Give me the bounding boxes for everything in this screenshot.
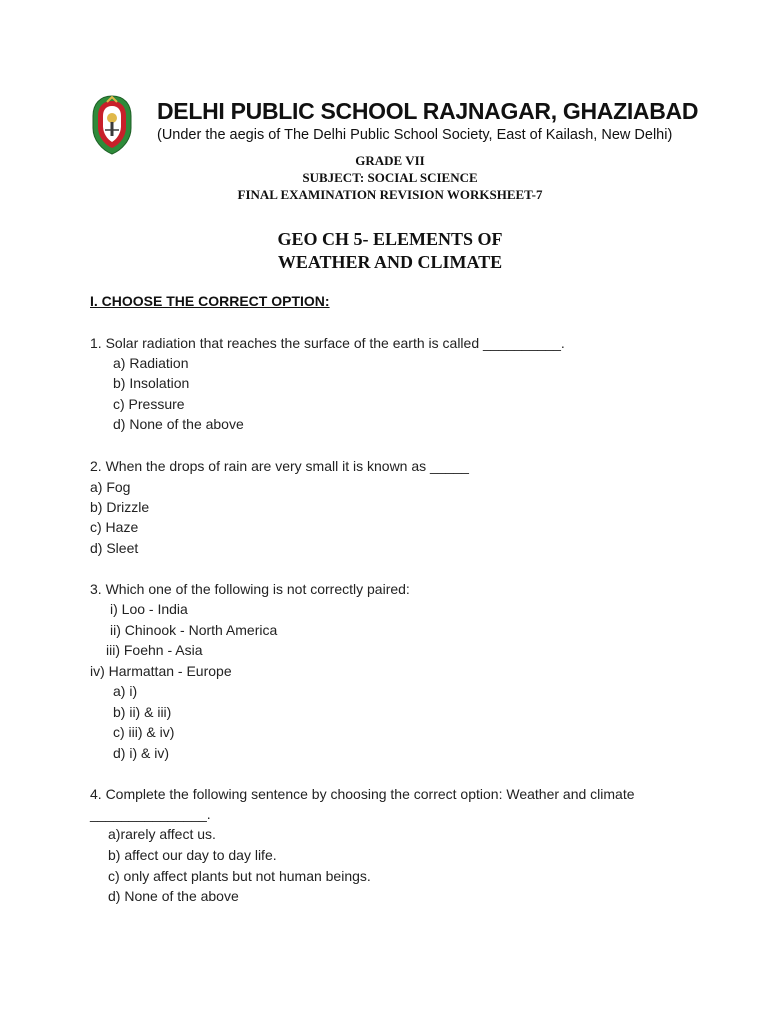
question-1-option-b: b) Insolation <box>113 375 190 391</box>
question-3-pair-1: i) Loo - India <box>110 601 188 617</box>
school-subtitle: (Under the aegis of The Delhi Public School Society, East of Kailash, New Delhi) <box>157 127 673 143</box>
question-4-option-d: d) None of the above <box>108 888 239 904</box>
question-4-option-a: a)rarely affect us. <box>108 826 216 842</box>
question-2-option-b: b) Drizzle <box>90 499 150 515</box>
question-4-option-b: b) affect our day to day life. <box>108 847 277 863</box>
grade-label: GRADE VII <box>355 153 425 168</box>
question-2-option-a: a) Fog <box>90 479 131 495</box>
question-2-option-c: c) Haze <box>90 519 139 535</box>
question-1-option-a: a) Radiation <box>113 355 189 371</box>
question-1-option-d: d) None of the above <box>113 416 244 432</box>
question-1-option-c: c) Pressure <box>113 396 185 412</box>
school-logo-icon <box>90 94 134 156</box>
question-3-option-d: d) i) & iv) <box>113 745 169 761</box>
question-2-text: 2. When the drops of rain are very small it is known as _____ <box>90 458 469 474</box>
chapter-title-line-2: WEATHER AND CLIMATE <box>277 252 503 272</box>
question-2-option-d: d) Sleet <box>90 540 139 556</box>
worksheet-label: FINAL EXAMINATION REVISION WORKSHEET-7 <box>237 187 543 202</box>
section-heading: I. CHOOSE THE CORRECT OPTION: <box>90 293 330 309</box>
question-3-option-a: a) i) <box>113 683 138 699</box>
chapter-title-line-1: GEO CH 5- ELEMENTS OF <box>277 229 503 249</box>
question-4-blank: _______________. <box>90 806 211 822</box>
question-3-pair-4: iv) Harmattan - Europe <box>90 663 232 679</box>
school-name: DELHI PUBLIC SCHOOL RAJNAGAR, GHAZIABAD <box>157 98 699 124</box>
question-1-text: 1. Solar radiation that reaches the surface of the earth is called __________. <box>90 335 565 351</box>
question-3-option-b: b) ii) & iii) <box>113 704 172 720</box>
question-4-text: 4. Complete the following sentence by choosing the correct option: Weather and climate <box>90 786 635 802</box>
question-4-option-c: c) only affect plants but not human beings. <box>108 868 371 884</box>
question-3-option-c: c) iii) & iv) <box>113 724 175 740</box>
question-3-pair-2: ii) Chinook - North America <box>110 622 278 638</box>
question-3-pair-3: iii) Foehn - Asia <box>106 642 203 658</box>
subject-label: SUBJECT: SOCIAL SCIENCE <box>302 170 478 185</box>
question-3-text: 3. Which one of the following is not correctly paired: <box>90 581 410 597</box>
